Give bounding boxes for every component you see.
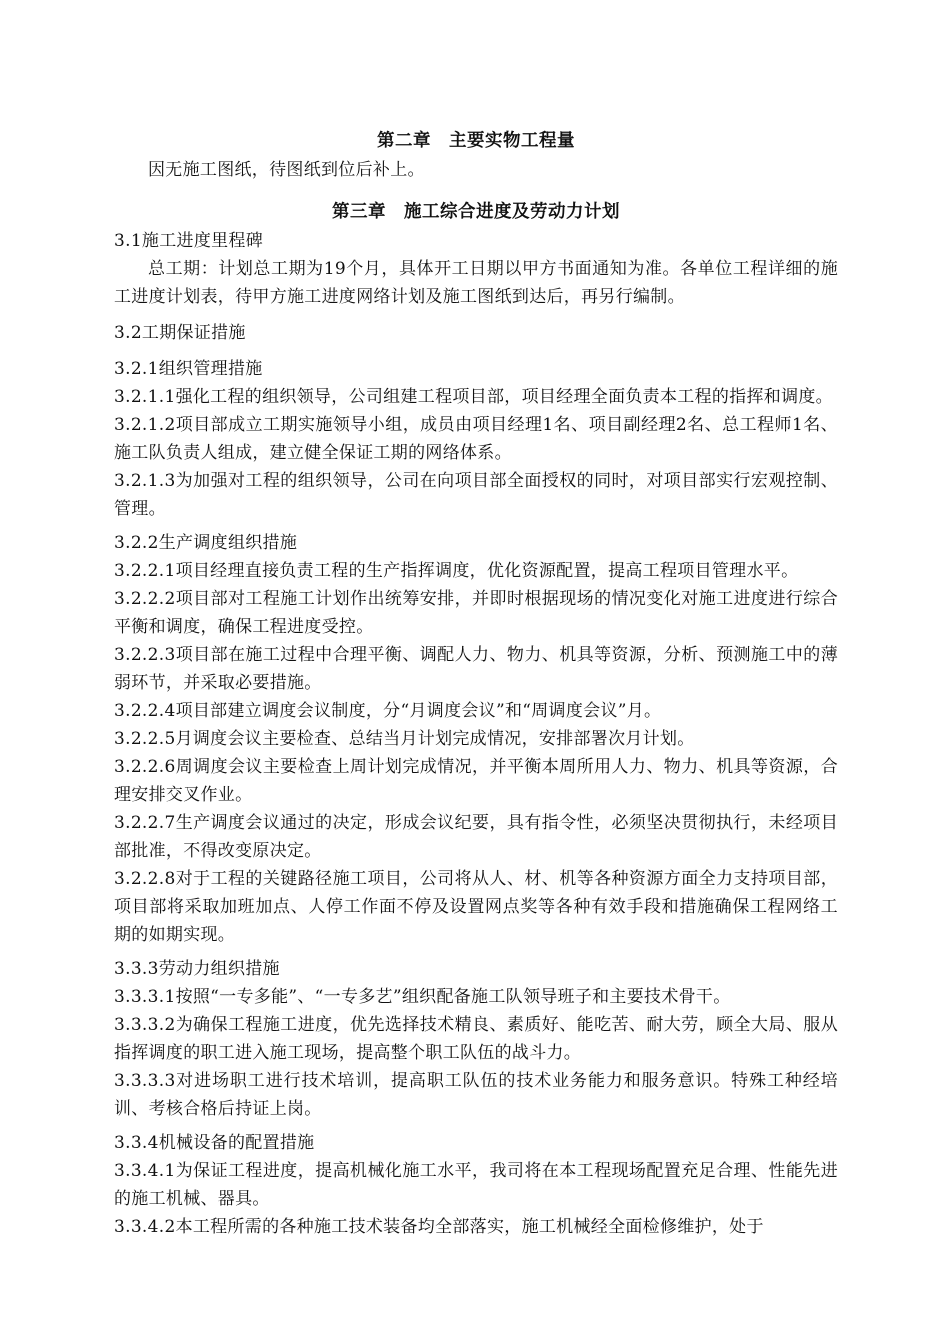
paragraph-3-2-2-5: 3.2.2.5月调度会议主要检查、总结当月计划完成情况，安排部署次月计划。 xyxy=(114,729,695,749)
section-3-1-heading: 3.1施工进度里程碑 xyxy=(114,231,264,251)
chapter-2-body: 因无施工图纸，待图纸到位后补上。 xyxy=(148,160,425,180)
paragraph-3-3-3-2: 3.3.3.2为确保工程施工进度，优先选择技术精良、素质好、能吃苦、耐大劳，顾全大局、服从指挥调度的职工进入施工现场，提高整个职工队伍的战斗力。 xyxy=(114,1015,838,1063)
paragraph-3-3-4-2: 3.3.4.2本工程所需的各种施工技术装备均全部落实，施工机械经全面检修维护，处于 xyxy=(114,1217,764,1237)
chapter-3-title: 第三章 施工综合进度及劳动力计划 xyxy=(332,202,620,222)
section-3-2-heading: 3.2工期保证措施 xyxy=(114,323,246,343)
paragraph-3-3-3-1: 3.3.3.1按照“一专多能”、“一专多艺”组织配备施工队领导班子和主要技术骨干。 xyxy=(114,987,731,1007)
paragraph-3-2-2-4: 3.2.2.4项目部建立调度会议制度，分“月调度会议”和“周调度会议”月。 xyxy=(114,701,662,721)
document-body xyxy=(114,124,838,1241)
section-3-3-4-heading: 3.3.4机械设备的配置措施 xyxy=(114,1133,315,1153)
section-3-2-1-heading: 3.2.1组织管理措施 xyxy=(114,359,263,379)
section-3-2-2-heading: 3.2.2生产调度组织措施 xyxy=(114,533,298,553)
paragraph-3-2-1-1: 3.2.1.1强化工程的组织领导，公司组建工程项目部，项目经理全面负责本工程的指挥和调度。 xyxy=(114,387,833,407)
section-3-1-body: 总工期：计划总工期为19个月，具体开工日期以甲方书面通知为准。各单位工程详细的施工进度计划表，待甲方施工进度网络计划及施工图纸到达后，再另行编制。 xyxy=(114,259,838,307)
paragraph-3-2-2-3: 3.2.2.3项目部在施工过程中合理平衡、调配人力、物力、机具等资源，分析、预测施工中的薄弱环节，并采取必要措施。 xyxy=(114,645,838,693)
paragraph-3-2-1-3: 3.2.1.3为加强对工程的组织领导，公司在向项目部全面授权的同时，对项目部实行宏观控制、管理。 xyxy=(114,471,838,519)
paragraph-3-2-2-6: 3.2.2.6周调度会议主要检查上周计划完成情况，并平衡本周所用人力、物力、机具等资源，合理安排交叉作业。 xyxy=(114,757,838,805)
paragraph-3-2-2-1: 3.2.2.1项目经理直接负责工程的生产指挥调度，优化资源配置，提高工程项目管理水平。 xyxy=(114,561,799,581)
paragraph-3-2-2-8: 3.2.2.8对于工程的关键路径施工项目，公司将从人、材、机等各种资源方面全力支持项目部，项目部将采取加班加点、人停工作面不停及设置网点奖等各种有效手段和措施确保工程网络工期的如期实现。 xyxy=(114,869,838,945)
chapter-2-title: 第二章 主要实物工程量 xyxy=(377,131,575,151)
paragraph-3-2-2-2: 3.2.2.2项目部对工程施工计划作出统筹安排，并即时根据现场的情况变化对施工进度进行综合平衡和调度，确保工程进度受控。 xyxy=(114,589,838,637)
paragraph-3-3-3-3: 3.3.3.3对进场职工进行技术培训，提高职工队伍的技术业务能力和服务意识。特殊工种经培训、考核合格后持证上岗。 xyxy=(114,1071,838,1119)
paragraph-3-2-1-2: 3.2.1.2项目部成立工期实施领导小组，成员由项目经理1名、项目副经理2名、总工程师1名、施工队负责人组成，建立健全保证工期的网络体系。 xyxy=(114,415,838,463)
paragraph-3-2-2-7: 3.2.2.7生产调度会议通过的决定，形成会议纪要，具有指令性，必须坚决贯彻执行，未经项目部批准，不得改变原决定。 xyxy=(114,813,838,861)
section-3-3-3-heading: 3.3.3劳动力组织措施 xyxy=(114,959,280,979)
paragraph-3-3-4-1: 3.3.4.1为保证工程进度，提高机械化施工水平，我司将在本工程现场配置充足合理、性能先进的施工机械、器具。 xyxy=(114,1161,838,1209)
